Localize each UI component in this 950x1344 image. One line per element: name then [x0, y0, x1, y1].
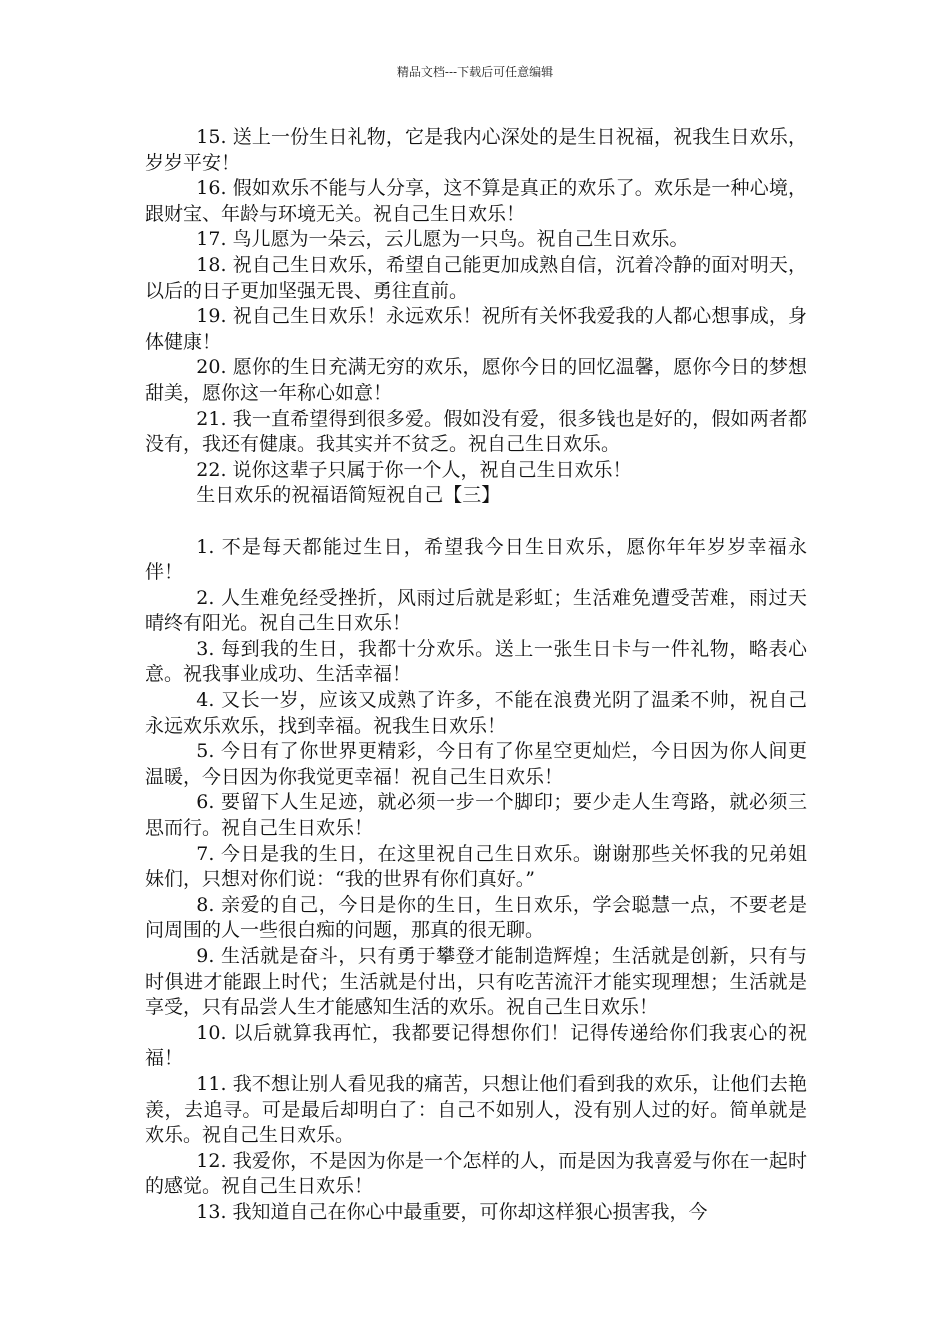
paragraph-1: 1. 不是每天都能过生日，希望我今日生日欢乐，愿你年年岁岁幸福永伴！	[145, 535, 807, 584]
paragraph-3: 3. 每到我的生日，我都十分欢乐。送上一张生日卡与一件礼物，略表心意。祝我事业成功、生活幸福！	[145, 637, 807, 686]
paragraph-18: 18. 祝自己生日欢乐，希望自己能更加成熟自信，沉着冷静的面对明天，以后的日子更加坚强无畏、勇往直前。	[145, 253, 807, 302]
paragraph-16: 16. 假如欢乐不能与人分享，这不算是真正的欢乐了。欢乐是一种心境，跟财宝、年龄与环境无关。祝自己生日欢乐！	[145, 177, 807, 225]
paragraph-13: 13. 我知道自己在你心中最重要，可你却这样狠心损害我，今	[196, 1200, 708, 1223]
paragraph-17: 17. 鸟儿愿为一朵云，云儿愿为一只鸟。祝自己生日欢乐。	[196, 228, 689, 251]
paragraph-5: 5. 今日有了你世界更精彩，今日有了你星空更灿烂，今日因为你人间更温暖，今日因为你我觉更幸福！祝自己生日欢乐！	[145, 740, 807, 788]
section-title: 生日欢乐的祝福语简短祝自己【三】	[196, 484, 501, 507]
paragraph-2: 2. 人生难免经受挫折，风雨过后就是彩虹；生活难免遭受苦难，雨过天晴终有阳光。祝自己生日欢乐！	[145, 586, 807, 635]
paragraph-8: 8. 亲爱的自己，今日是你的生日，生日欢乐，学会聪慧一点，不要老是问周围的人一些很白痴的问题，那真的很无聊。	[145, 893, 807, 942]
paragraph-15: 15. 送上一份生日礼物，它是我内心深处的是生日祝福，祝我生日欢乐，岁岁平安！	[145, 126, 807, 174]
paragraph-4: 4. 又长一岁，应该又成熟了许多，不能在浪费光阴了温柔不帅，祝自己永远欢乐欢乐，找到幸福。祝我生日欢乐！	[145, 689, 807, 737]
paragraph-7: 7. 今日是我的生日，在这里祝自己生日欢乐。谢谢那些关怀我的兄弟姐妹们，只想对你们说：“我的世界有你们真好。”	[145, 842, 807, 891]
paragraph-10: 10. 以后就算我再忙，我都要记得想你们！记得传递给你们我衷心的祝福！	[145, 1021, 807, 1070]
paragraph-6: 6. 要留下人生足迹，就必须一步一个脚印；要少走人生弯路，就必须三思而行。祝自己生日欢乐！	[145, 791, 807, 840]
paragraph-19: 19. 祝自己生日欢乐！永远欢乐！祝所有关怀我爱我的人都心想事成，身体健康！	[145, 305, 807, 353]
paragraph-21: 21. 我一直希望得到很多爱。假如没有爱，很多钱也是好的，假如两者都没有，我还有健康。我其实并不贫乏。祝自己生日欢乐。	[145, 407, 807, 456]
page-header: 精品文档---下载后可任意编辑	[396, 65, 554, 79]
paragraph-22: 22. 说你这辈子只属于你一个人，祝自己生日欢乐！	[196, 458, 632, 481]
document-body	[145, 125, 807, 1226]
paragraph-11: 11. 我不想让别人看见我的痛苦，只想让他们看到我的欢乐，让他们去艳羡，去追寻。可是最后却明白了：自己不如别人，没有别人过的好。简单就是欢乐。祝自己生日欢乐。	[145, 1072, 807, 1147]
paragraph-9: 9. 生活就是奋斗，只有勇于攀登才能制造辉煌；生活就是创新，只有与时俱进才能跟上时代；生活就是付出，只有吃苦流汗才能实现理想；生活就是享受，只有品尝人生才能感知生活的欢乐。祝自己生日欢乐！	[145, 945, 807, 1019]
paragraph-12: 12. 我爱你，不是因为你是一个怎样的人，而是因为我喜爱与你在一起时的感觉。祝自己生日欢乐！	[145, 1149, 807, 1198]
paragraph-20: 20. 愿你的生日充满无穷的欢乐，愿你今日的回忆温馨，愿你今日的梦想甜美，愿你这一年称心如意！	[145, 356, 807, 404]
